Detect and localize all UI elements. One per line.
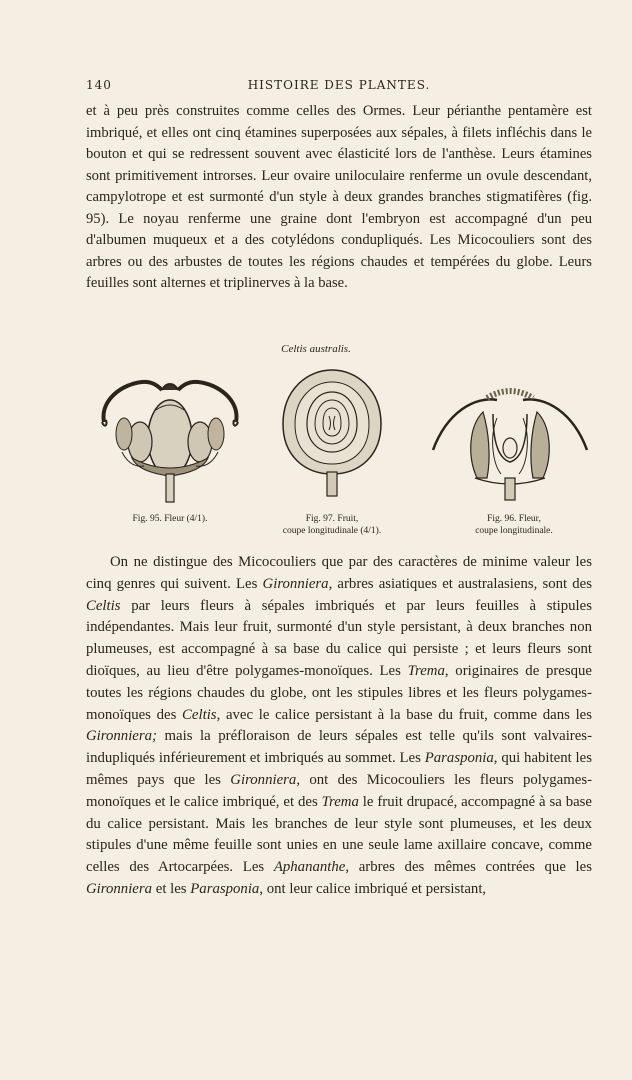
text-run: le fruit drupacé, accompagné à sa base du calice persistant. Mais les branches de leur style sont plumeuses, et les deux stipules d'une même feuille sont unies en une seule lame axillaire concave, comme celles des Artocarpées. Les <box>86 793 592 876</box>
figure-96-caption <box>444 513 584 537</box>
running-header <box>86 78 592 96</box>
genus-name: Gironniera <box>86 880 153 897</box>
text-run: On ne distingue des Micocouliers que par des caractères de minime valeur les cinq genres qui suivent. Les <box>86 554 592 592</box>
genus-name: Parasponia <box>190 880 260 897</box>
figure-96-caption-line-2: coupe longitudinale. <box>475 526 553 536</box>
text-run: et les <box>152 880 191 897</box>
running-title: HISTOIRE DES PLANTES. <box>247 78 431 92</box>
text-run: , ont leur calice imbriqué et persistant, <box>259 880 487 897</box>
text-run: mais la préfloraison de leurs sépales est telle qu'ils sont valvaires-indupliqués inférieurement et imbriqués au sommet. Les <box>86 728 592 767</box>
genus-name: Trema <box>321 793 359 810</box>
figure-97-caption <box>262 513 402 537</box>
paragraph-2 <box>86 552 592 901</box>
figure-97-fruit-illustration <box>277 366 387 498</box>
figure-title: Celtis australis. <box>281 343 351 355</box>
page-number: 140 <box>86 78 112 92</box>
genus-name: Gironniera <box>230 771 297 788</box>
genus-name: Gironniera; <box>86 728 157 745</box>
figure-97-caption-line-2: coupe longitudinale (4/1). <box>282 526 382 536</box>
genus-name: Gironniera <box>262 575 329 592</box>
genus-name: Parasponia <box>424 750 494 767</box>
genus-name: Celtis <box>86 597 121 614</box>
text-run: , ont des Micocouliers les fleurs polygames-monoïques et le calice imbriqué, et des <box>86 771 593 810</box>
text-run: , arbres asiatiques et australasiens, sont des <box>328 575 592 592</box>
text-run: par leurs fleurs à sépales imbriqués et par leurs feuilles à stipules indépendantes. Mais leur fruit, surmonté d'un style persistant, à deux branches non plumeuses, est accompagné à sa base du calice qui persiste ; et leurs fleurs sont dioïques, au lieu d'être polygames-monoïques. Les <box>86 597 592 679</box>
figure-96-caption-line-1: Fig. 96. Fleur, <box>487 514 541 524</box>
text-run: , arbres des mêmes contrées que les <box>345 859 592 876</box>
figure-97-caption-line-1: Fig. 97. Fruit, <box>305 514 359 524</box>
genus-name: Trema <box>407 662 445 679</box>
paragraph-1: et à peu près construites comme celles des Ormes. Leur périanthe pentamère est imbriqué, et elles ont cinq étamines superposées aux sépales, à filets infléchis dans le bouton et qui se redressent souvent avec élasticité lors de l'anthèse. Leurs étamines sont primitivement introrses. Leur ovaire uniloculaire renferme un ovule descendant, campylotrope et est surmonté d'un style à deux grandes branches stigmatifères (fig. 95). Le noyau renferme une graine dont l'embryon est accompagné d'un peu d'albumen muqueux et a des cotylédons condupliqués. Les Micocouliers sont des arbres ou des arbustes de toutes les régions chaudes et tempérées du globe. Leurs feuilles sont alternes et triplinerves à la base. <box>86 103 592 291</box>
genus-name: Aphananthe <box>273 859 346 876</box>
text-run: , avec le calice persistant à la base du fruit, comme dans les <box>216 706 593 723</box>
text-run: , qui habitent les mêmes pays que les <box>86 750 592 788</box>
figure-95-flower-illustration <box>92 360 248 505</box>
text-run: , originaires de presque toutes les régions chaudes du globe, ont les stipules libres et les fleurs polygames-monoïques des <box>86 662 592 723</box>
figure-95-caption: Fig. 95. Fleur (4/1). <box>132 514 208 524</box>
figure-96-flower-section-illustration <box>427 378 593 502</box>
genus-name: Celtis <box>182 706 217 723</box>
